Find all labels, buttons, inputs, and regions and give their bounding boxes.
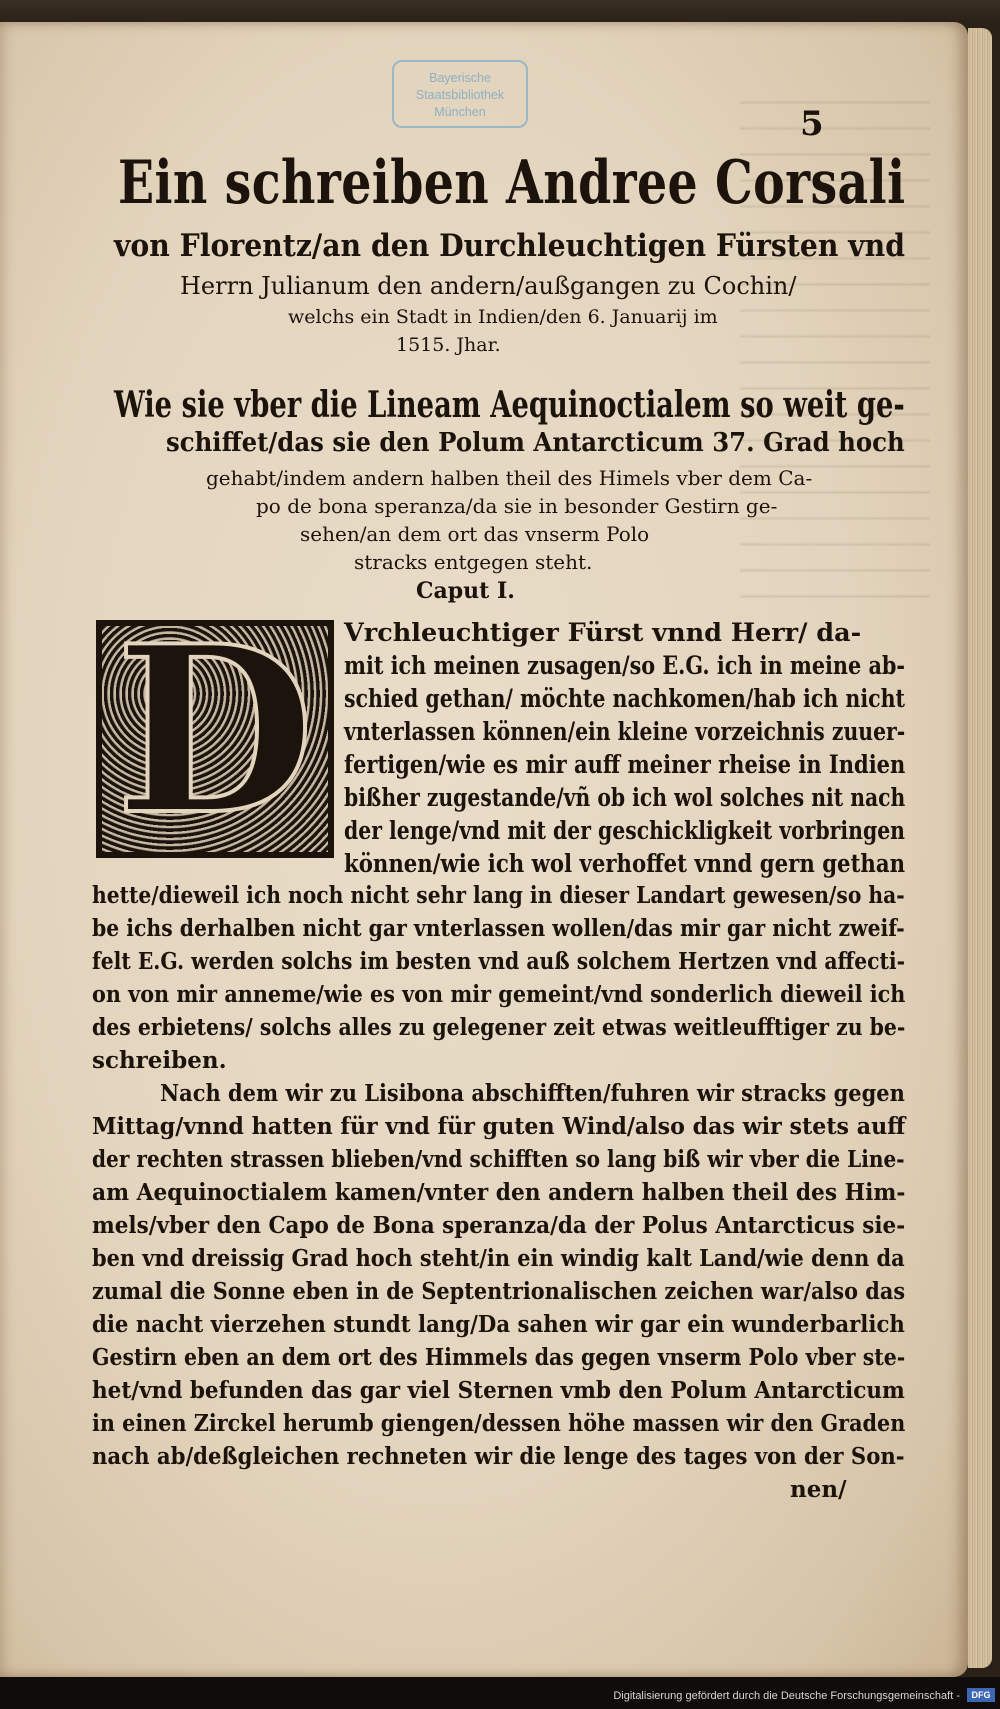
decorated-initial: [96, 596, 334, 866]
body-line: be ichs derhalben nicht gar vnterlassen wollen/das mir gar nicht zweif-: [92, 915, 905, 942]
body-line: am Aequinoctialem kamen/vnter den andern halben theil des Him-: [92, 1179, 906, 1206]
stamp-line: Bayerische: [429, 71, 491, 85]
page-number: 5: [800, 104, 824, 144]
body-line: zumal die Sonne eben in de Septentrionalischen zeichen war/also das: [92, 1278, 906, 1305]
body-line: der lenge/vnd mit der geschickligkeit vorbringen: [344, 816, 905, 846]
chapter-heading-line: po de bona speranza/da sie in besonder Gestirn ge-: [256, 494, 778, 518]
body-line: der rechten strassen blieben/vnd schifften so lang biß wir vber die Line-: [92, 1146, 905, 1173]
title-line: Ein schreiben Andree Corsali: [118, 148, 906, 218]
chapter-heading-line: schiffet/das sie den Polum Antarcticum 37. Grad hoch: [166, 428, 905, 458]
body-line: des erbietens/ solchs alles zu gelegener zeit etwas weitleufftiger zu be-: [92, 1014, 906, 1041]
body-line: Mittag/vnnd hatten für vnd für guten Wind/also das wir stets auff: [92, 1113, 906, 1140]
body-line: mit ich meinen zusagen/so E.G. ich in meine ab-: [344, 651, 906, 681]
body-line: nach ab/deßgleichen rechneten wir die lenge des tages von der Son-: [92, 1443, 905, 1470]
title-line: Herrn Julianum den andern/außgangen zu Cochin/: [180, 272, 797, 300]
body-line: het/vnd befunden das gar viel Sternen vmb den Polum Antarcticum: [92, 1377, 905, 1404]
chapter-heading-line: gehabt/indem andern halben theil des Himels vber dem Ca-: [206, 466, 813, 490]
body-line: die nacht vierzehen stundt lang/Da sahen wir gar ein wunderbarlich: [92, 1311, 905, 1338]
body-line: felt E.G. werden solchs im besten vnd auß solchem Hertzen vnd affecti-: [92, 948, 906, 975]
body-line: on von mir anneme/wie es von mir gemeint/vnd sonderlich dieweil ich: [92, 981, 906, 1008]
stamp-line: München: [434, 105, 486, 119]
initial-letter: D: [115, 596, 315, 866]
dfg-logo: DFG: [967, 1688, 995, 1702]
chapter-caput: Caput I.: [416, 578, 515, 604]
body-line: schied gethan/ möchte nachkomen/hab ich nicht: [344, 684, 906, 714]
footer-credit: Digitalisierung gefördert durch die Deutsche Forschungsgemeinschaft -: [613, 1690, 960, 1702]
chapter-heading-line: stracks entgegen steht.: [354, 550, 593, 574]
title-line: 1515. Jhar.: [396, 334, 501, 356]
body-line: Gestirn eben an dem ort des Himmels das gegen vnserm Polo vber ste-: [92, 1344, 906, 1371]
body-line: vnterlassen können/ein kleine vorzeichnis zuuer-: [344, 717, 906, 747]
chapter-heading-line: Wie sie vber die Lineam Aequinoctialem so weit ge-: [114, 384, 905, 426]
body-line: schreiben.: [92, 1047, 227, 1074]
book-top-edge: [0, 0, 1000, 22]
body-line: bißher zugestande/vñ ob ich wol solches nit nach: [344, 783, 906, 813]
body-line: hette/dieweil ich noch nicht sehr lang in dieser Landart gewesen/so ha-: [92, 882, 905, 909]
body-line: fertigen/wie es mir auff meiner rheise in Indien: [344, 750, 906, 780]
page-stack-edges: [968, 28, 992, 1668]
library-stamp: [392, 60, 528, 128]
title-line: welchs ein Stadt in Indien/den 6. Januarij im: [288, 306, 718, 328]
body-line: nen/: [790, 1476, 847, 1503]
body-line: können/wie ich wol verhoffet vnnd gern gethan: [344, 849, 906, 879]
body-line: ben vnd dreissig Grad hoch steht/in ein windig kalt Land/wie denn da: [92, 1245, 905, 1272]
body-line: mels/vber den Capo de Bona speranza/da der Polus Antarcticus sie-: [92, 1212, 906, 1239]
body-line: Nach dem wir zu Lisibona abschifften/fuhren wir stracks gegen: [160, 1080, 905, 1107]
body-line: in einen Zirckel herumb giengen/dessen höhe massen wir den Graden: [92, 1410, 906, 1437]
stamp-line: Staatsbibliothek: [415, 88, 505, 102]
title-line: von Florentz/an den Durchleuchtigen Fürsten vnd: [114, 228, 905, 264]
body-line: Vrchleuchtiger Fürst vnnd Herr/ da-: [344, 618, 862, 648]
chapter-heading-line: sehen/an dem ort das vnserm Polo: [300, 522, 650, 546]
